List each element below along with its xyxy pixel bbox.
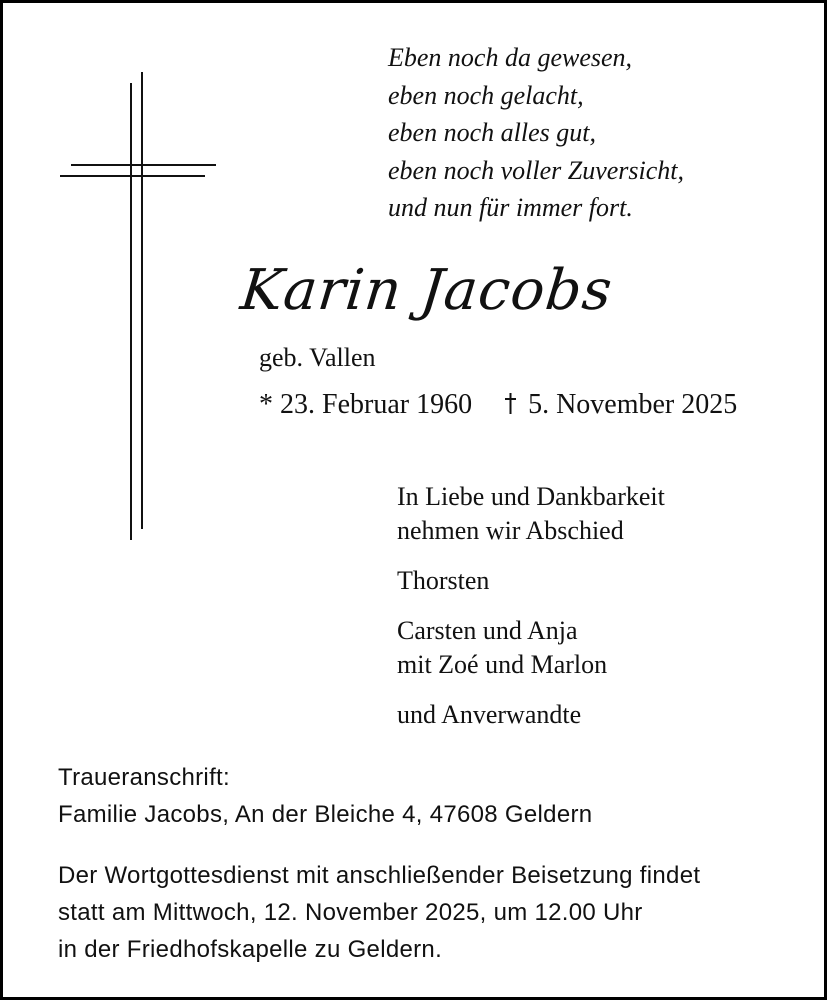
- poem-line: eben noch gelacht,: [388, 80, 584, 110]
- family-intro-line: nehmen wir Abschied: [397, 516, 624, 545]
- family-member: mit Zoé und Marlon: [397, 650, 608, 679]
- address-value: Familie Jacobs, An der Bleiche 4, 47608 Geldern: [58, 801, 593, 828]
- family-intro-line: In Liebe und Dankbarkeit: [397, 482, 665, 511]
- cross-icon: [3, 3, 233, 553]
- life-dates: [259, 389, 737, 421]
- birth-date: * 23. Februar 1960: [259, 389, 473, 420]
- death-date: 5. November 2025: [528, 389, 738, 420]
- mourners: [397, 480, 665, 748]
- poem-line: und nun für immer fort.: [388, 193, 633, 222]
- poem-line: eben noch alles gut,: [388, 118, 596, 147]
- dagger-icon: [504, 391, 517, 415]
- mourning-address: [58, 759, 592, 833]
- service-info: [58, 857, 700, 968]
- family-relatives: und Anverwandte: [397, 700, 582, 729]
- family-member: Thorsten: [397, 566, 490, 595]
- address-label: Traueranschrift:: [58, 764, 230, 791]
- birth-name: geb. Vallen: [259, 343, 376, 372]
- service-line: statt am Mittwoch, 12. November 2025, um 12.00 Uhr: [58, 899, 643, 926]
- family-member: Carsten und Anja: [397, 616, 578, 645]
- service-line: Der Wortgottesdienst mit anschließender Beisetzung findet: [58, 862, 701, 889]
- deceased-name: Karin Jacobs: [237, 258, 616, 323]
- poem-line: Eben noch da gewesen,: [388, 43, 633, 72]
- poem: [388, 39, 684, 227]
- service-line: in der Friedhofskapelle zu Geldern.: [58, 936, 443, 963]
- poem-line: eben noch voller Zuversicht,: [388, 155, 685, 185]
